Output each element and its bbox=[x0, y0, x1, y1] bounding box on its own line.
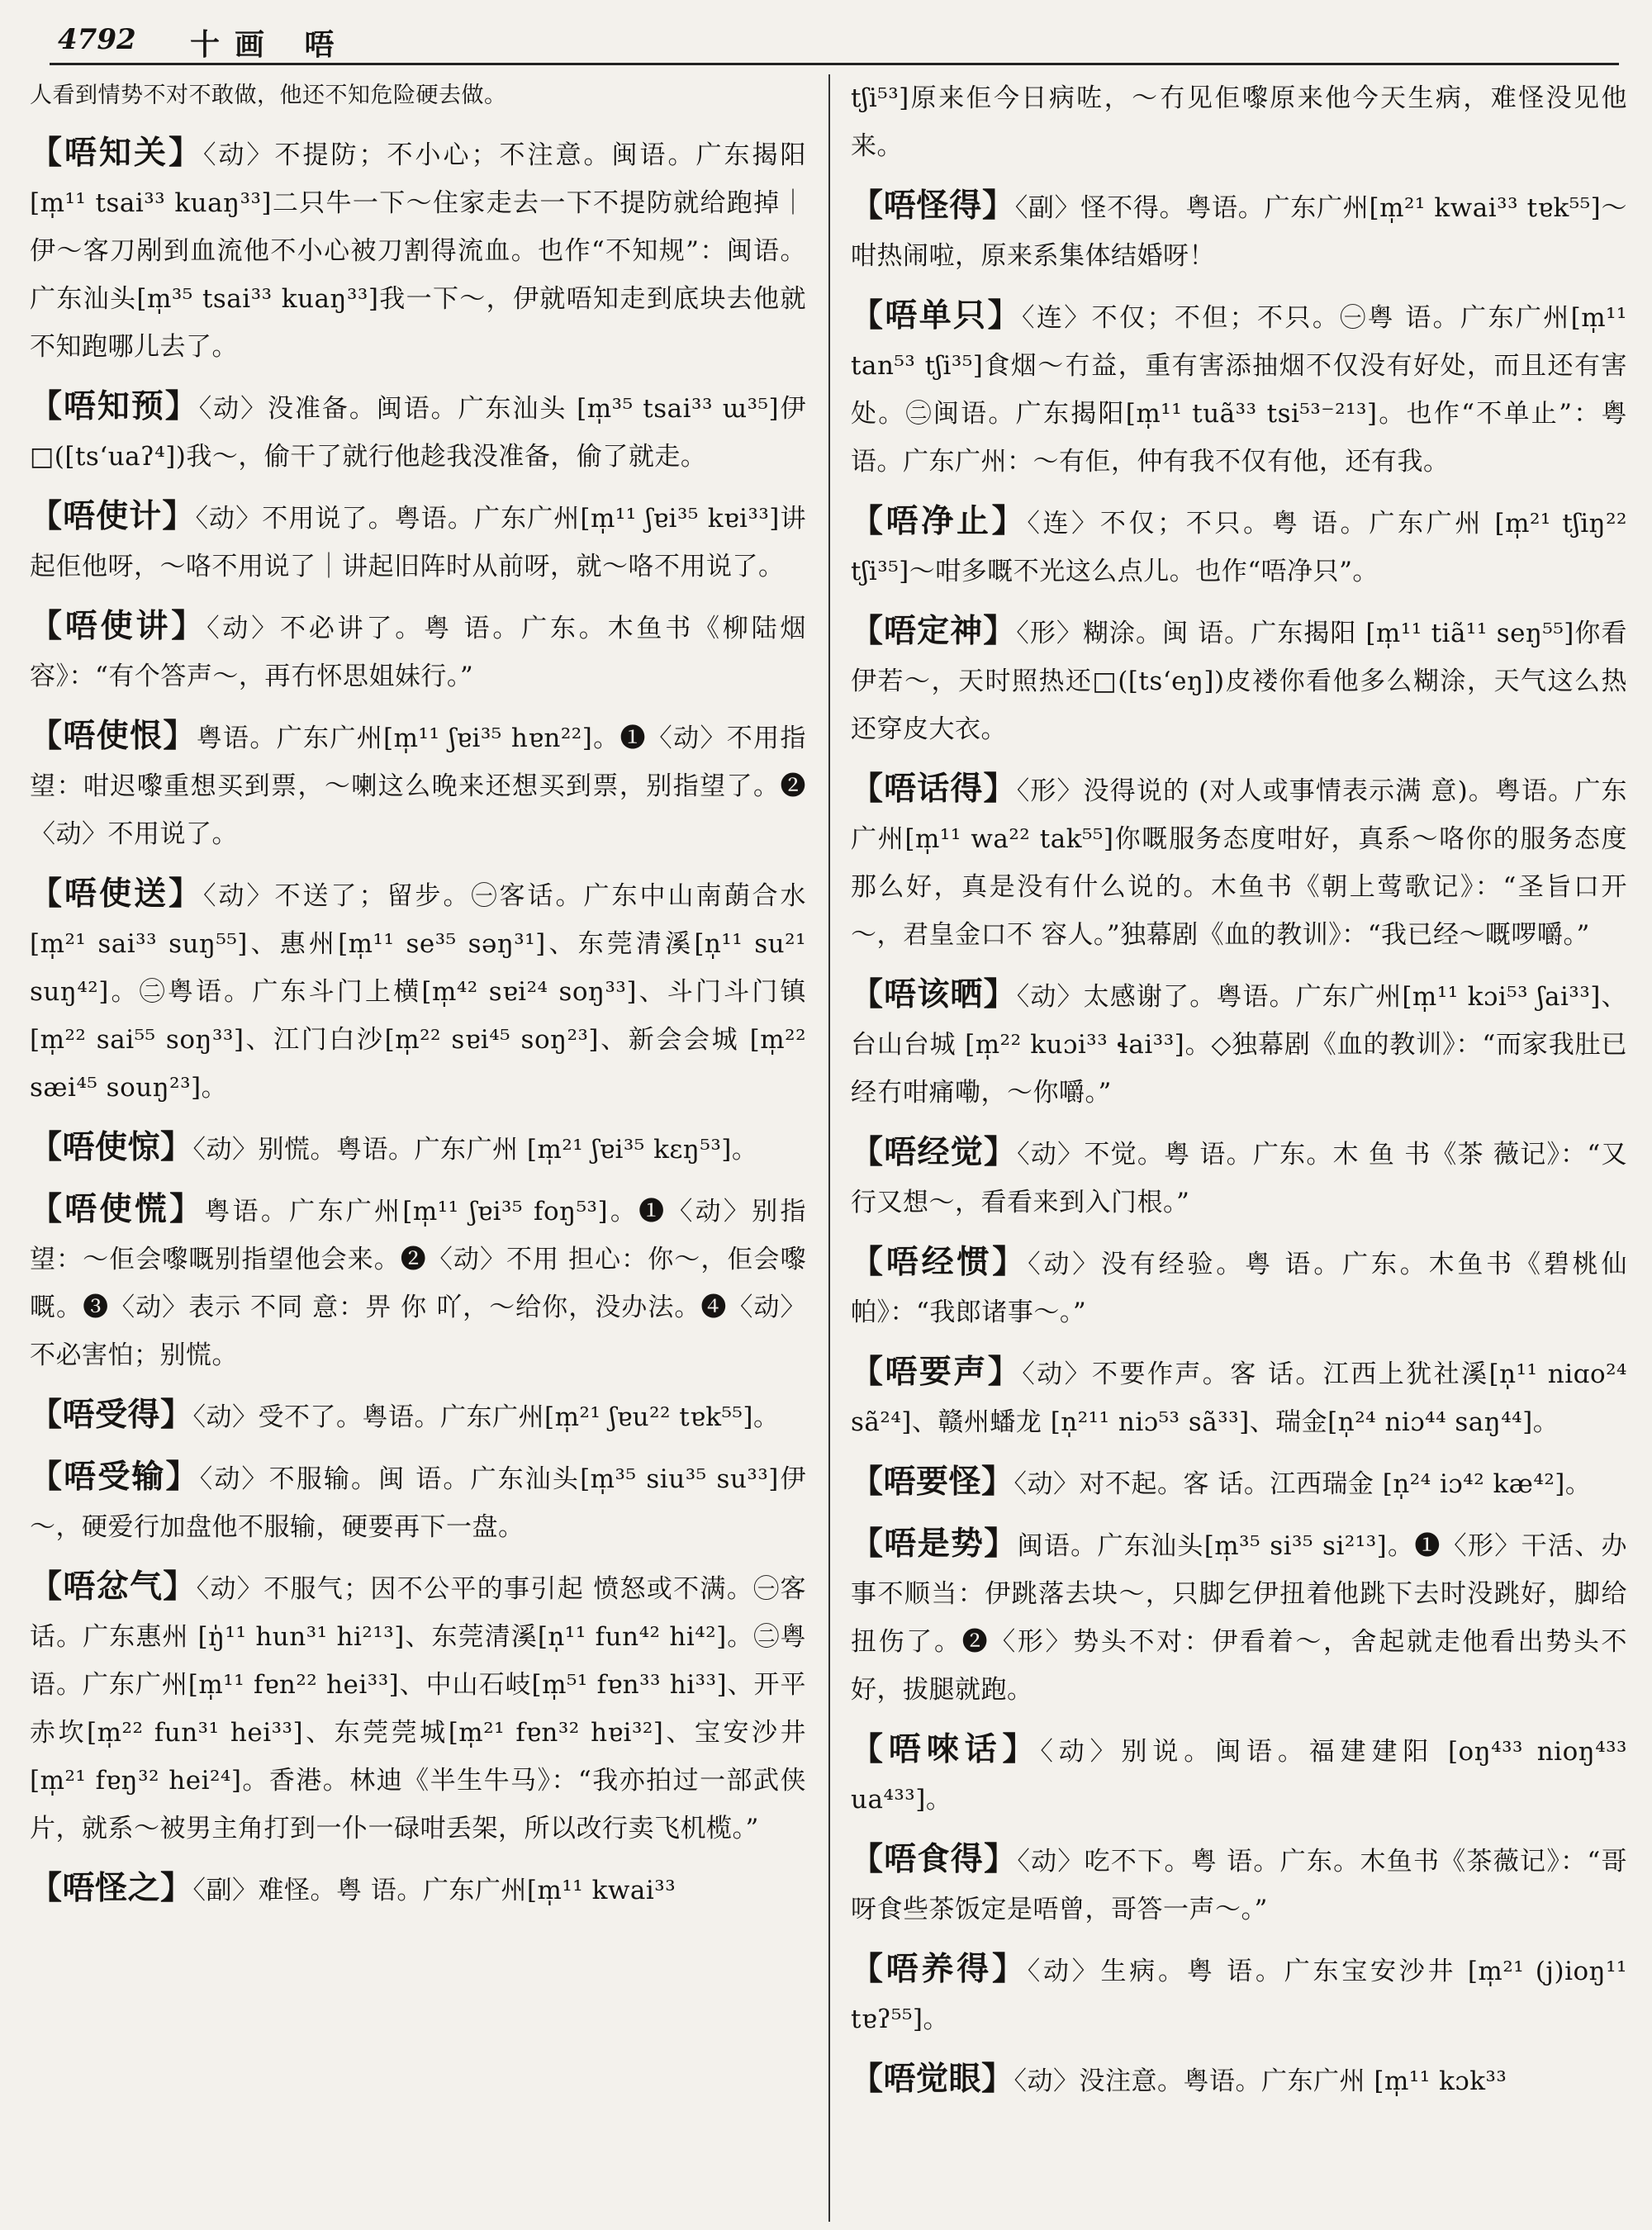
entry-definition: 〈动〉生病。粤 语。广东宝安沙井 [m̩²¹ (j)ioŋ¹¹ tɐʔ⁵⁵]。 bbox=[851, 1957, 1627, 2034]
dictionary-entry bbox=[30, 129, 806, 371]
dictionary-entry bbox=[851, 607, 1627, 753]
entry-headword: 【唔使送】 bbox=[30, 875, 203, 913]
entry-definition: 〈动〉不提防；不小心；不注意。闽语。广东揭阳[m̩¹¹ tsai³³ kuaŋ³³]二只牛一下～住家走去一下不提防就给跑掉｜伊～客刀剐到血流他不小心被刀割得流血。也作“不知规”：闽语。广东汕头[m̩³⁵ tsai³³ kuaŋ³³]我一下～，伊就唔知走到底块去他就不知跑哪儿去了。 bbox=[30, 140, 806, 362]
dictionary-entry bbox=[30, 712, 806, 858]
entry-headword: 【唔知预】 bbox=[30, 387, 199, 425]
entry-definition: 〈动〉不觉。粤 语。广东。木 鱼 书《茶 薇记》：“又行又想～，看看来到入门根。” bbox=[851, 1140, 1627, 1217]
entry-definition: 粤语。广东广州[m̩¹¹ ʃɐi³⁵ hɐn²²]。❶〈动〉不用指望：咁迟嚟重想买到票，～喇这么晚来还想买到票，别指望了。❷〈动〉不用说了。 bbox=[30, 724, 806, 849]
entry-headword: 【唔养得】 bbox=[851, 1950, 1028, 1988]
dictionary-entry bbox=[851, 1945, 1627, 2043]
entry-headword: 【唔该晒】 bbox=[851, 975, 1017, 1013]
entry-headword: 【唔怪之】 bbox=[30, 1869, 193, 1907]
entry-definition: 粤语。广东广州[m̩¹¹ ʃɐi³⁵ foŋ⁵³]。❶〈动〉别指望：～佢会嚟嘅别指望他会来。❷〈动〉不用 担心：你～，佢会嚟嘅。❸〈动〉表示 不同 意：畀 你 吖，～给你，没办法。❹〈动〉不必害怕；别慌。 bbox=[30, 1197, 806, 1370]
dictionary-entry bbox=[851, 182, 1627, 280]
entry-definition: 〈形〉没得说的 (对人或事情表示满 意)。粤语。广东广州[m̩¹¹ wa²² tak⁵⁵]你嘅服务态度咁好，真系～咯你的服务态度那么好，真是没有什么说的。木鱼书《朝上莺歌记》：“圣旨口开～，君皇金口不 容人。”独幕剧《血的教训》：“我已经～嘅啰嚼。” bbox=[851, 776, 1627, 950]
page-number: 4792 bbox=[58, 23, 136, 56]
entry-headword: 【唔要声】 bbox=[851, 1353, 1023, 1391]
entry-definition: 〈动〉别慌。粤语。广东广州 [m̩²¹ ʃɐi³⁵ kɛŋ⁵³]。 bbox=[192, 1135, 758, 1165]
column-divider bbox=[828, 74, 830, 2222]
entry-headword: 【唔使计】 bbox=[30, 497, 196, 535]
dictionary-entry bbox=[851, 2055, 1627, 2105]
dictionary-entry bbox=[851, 1725, 1627, 1824]
entry-headword: 【唔受输】 bbox=[30, 1458, 200, 1496]
dictionary-entry bbox=[30, 870, 806, 1112]
right-column bbox=[851, 74, 1627, 2213]
entry-headword: 【唔知关】 bbox=[30, 134, 203, 172]
entry-headword: 【唔忿气】 bbox=[30, 1568, 197, 1606]
dictionary-entry bbox=[30, 1453, 806, 1551]
entry-headword: 【唔净止】 bbox=[851, 502, 1028, 540]
dictionary-entry bbox=[851, 765, 1627, 959]
entry-continuation: tʃi⁵³]原来佢今日病咗，～冇见佢嚟原来他今天生病，难怪没见他来。 bbox=[851, 83, 1627, 161]
dictionary-entry bbox=[851, 1238, 1627, 1336]
entry-definition: 〈动〉太感谢了。粤语。广东广州[m̩¹¹ kɔi⁵³ ʃai³³]、台山台城 [m̩²² kuɔi³³ ɬai³³]。◇独幕剧《血的教训》：“而家我肚已经冇咁痛嘞，～你嚼。” bbox=[851, 982, 1627, 1108]
entry-headword: 【唔食得】 bbox=[851, 1840, 1018, 1878]
dictionary-entry bbox=[30, 1123, 806, 1174]
entry-definition: 〈动〉没有经验。粤 语。广东。木鱼书《碧桃仙帕》：“我郎诸事～。” bbox=[851, 1250, 1627, 1327]
entry-headword: 【唔使讲】 bbox=[30, 607, 207, 645]
dictionary-entry bbox=[851, 74, 1627, 170]
entry-definition: 〈动〉对不起。客 话。江西瑞金 [n̩²⁴ iɔ⁴² kæ⁴²]。 bbox=[1014, 1469, 1592, 1499]
entry-definition: 〈动〉不必讲了。粤 语。广东。木鱼书《柳陆烟容》：“有个答声～，再冇怀思姐妹行。” bbox=[30, 614, 806, 691]
left-column bbox=[30, 74, 806, 2213]
entry-definition: 〈副〉怪不得。粤语。广东广州[m̩²¹ kwai³³ tɐk⁵⁵]～咁热闹啦，原来系集体结婚呀！ bbox=[851, 193, 1627, 271]
entry-definition: 〈动〉别说。闽语。福建建阳 [oŋ⁴³³ nioŋ⁴³³ ua⁴³³]。 bbox=[851, 1737, 1627, 1815]
dictionary-entry bbox=[851, 1348, 1627, 1446]
entry-definition: 闽语。广东汕头[m̩³⁵ si³⁵ si²¹³]。❶〈形〉干活、办事不顺当：伊跳落去块～，只脚乞伊扭着他跳下去时没跳好，脚给扭伤了。❷〈形〉势头不对：伊看着～，舍起就走他看出势头不好，拔腿就跑。 bbox=[851, 1531, 1627, 1705]
dictionary-entry bbox=[30, 382, 806, 481]
dictionary-entry bbox=[851, 497, 1627, 595]
entry-definition: 〈形〉糊涂。闽 语。广东揭阳 [m̩¹¹ tiã¹¹ seŋ⁵⁵]你看伊若～，天时照热还□([ts‘eŋ])皮褛你看他多么糊涂，天气这么热还穿皮大衣。 bbox=[851, 619, 1627, 744]
entry-continuation: 人看到情势不对不敢做，他还不知危险硬去做。 bbox=[30, 83, 507, 108]
entry-definition: 〈动〉不服气；因不公平的事引起 愤怒或不满。㊀客话。广东惠州 [ŋ̍¹¹ hun³¹ hi²¹³]、东莞清溪[n̩¹¹ fun⁴² hi⁴²]。㊁粤语。广东广州[m̩¹¹ fɐn²² hei³³]、中山石岐[m̩⁵¹ fɐn³³ hi³³]、开平赤坎[m̩²² fun³¹ hei³³]、东莞莞城[m̩²¹ fɐn³² hɐi³²]、宝安沙井[m̩²¹ fɐŋ³² hei²⁴]。香港。林迪《半生牛马》：“我亦拍过一部武侠片，就系～被男主角打到一仆一碌咁丢架，所以改行卖飞机榄。” bbox=[30, 1574, 806, 1843]
dictionary-entry bbox=[851, 1520, 1627, 1714]
entry-definition: 〈动〉不用说了。粤语。广东广州[m̩¹¹ ʃɐi³⁵ kɐi³³]讲起佢他呀，～咯不用说了｜讲起旧阵时从前呀，就～咯不用说了。 bbox=[30, 504, 806, 581]
entry-headword: 【唔使慌】 bbox=[30, 1190, 205, 1228]
entry-headword: 【唔是势】 bbox=[851, 1525, 1018, 1563]
entry-headword: 【唔单只】 bbox=[851, 297, 1022, 334]
dictionary-entry bbox=[30, 1391, 806, 1441]
dictionary-entry bbox=[30, 1185, 806, 1379]
dictionary-entry bbox=[30, 602, 806, 700]
dictionary-entry bbox=[851, 1128, 1627, 1226]
entry-headword: 【唔觉眼】 bbox=[851, 2060, 1014, 2098]
dictionary-entry bbox=[30, 1864, 806, 1914]
header-rule bbox=[50, 63, 1619, 65]
dictionary-entry bbox=[851, 970, 1627, 1117]
entry-definition: 〈动〉不送了；留步。㊀客话。广东中山南蓢合水[m̩²¹ sai³³ suŋ⁵⁵]、惠州[m̩¹¹ se³⁵ səŋ³¹]、东莞清溪[n̩¹¹ su²¹ suŋ⁴²]。㊁粤语。广东斗门上横[m̩⁴² sɐi²⁴ soŋ³³]、斗门斗门镇[m̩²² sai⁵⁵ soŋ³³]、江门白沙[m̩²² sɐi⁴⁵ soŋ²³]、新会会城 [m̩²² sæi⁴⁵ souŋ²³]。 bbox=[30, 881, 806, 1103]
entry-headword: 【唔使恨】 bbox=[30, 717, 197, 755]
entry-definition: 〈连〉不仅；不但；不只。㊀粤 语。广东广州[m̩¹¹ tan⁵³ tʃi³⁵]食烟～冇益，重有害添抽烟不仅没有好处，而且还有害处。㊁闽语。广东揭阳[m̩¹¹ tuã³³ tsi⁵³⁻²¹³]。也作“不单止”：粤语。广东广州：～有佢，仲有我不仅有他，还有我。 bbox=[851, 303, 1627, 477]
dictionary-entry bbox=[30, 1563, 806, 1853]
entry-headword: 【唔定神】 bbox=[851, 612, 1017, 650]
entry-headword: 【唔怪得】 bbox=[851, 187, 1015, 225]
entry-definition: 〈动〉没准备。闽语。广东汕头 [m̩³⁵ tsai³³ ɯ³⁵]伊□([ts‘uaʔ⁴])我～，偷干了就行他趁我没准备，偷了就走。 bbox=[30, 394, 806, 472]
entry-headword: 【唔使惊】 bbox=[30, 1128, 193, 1166]
entry-headword: 【唔唻话】 bbox=[851, 1730, 1041, 1768]
dictionary-entry bbox=[851, 292, 1627, 486]
entry-headword: 【唔经觉】 bbox=[851, 1133, 1018, 1171]
entry-definition: 〈动〉吃不下。粤 语。广东。木鱼书《茶薇记》：“哥呀食些茶饭定是唔曾，哥答一声～。” bbox=[851, 1847, 1627, 1924]
entry-headword: 【唔受得】 bbox=[30, 1396, 193, 1434]
entry-headword: 【唔经惯】 bbox=[851, 1243, 1028, 1281]
entry-headword: 【唔要怪】 bbox=[851, 1463, 1014, 1501]
entry-definition: 〈副〉难怪。粤 语。广东广州[m̩¹¹ kwai³³ bbox=[192, 1876, 676, 1905]
entry-definition: 〈动〉没注意。粤语。广东广州 [m̩¹¹ kɔk³³ bbox=[1014, 2066, 1507, 2096]
entry-definition: 〈连〉不仅；不只。粤 语。广东广州 [m̩²¹ tʃiŋ²² tʃi³⁵]～咁多嘅不光这么点儿。也作“唔净只”。 bbox=[851, 509, 1627, 586]
entry-definition: 〈动〉不服输。闽 语。广东汕头[m̩³⁵ siu³⁵ su³³]伊～，硬爱行加盘他不服输，硬要再下一盘。 bbox=[30, 1464, 806, 1542]
page-header bbox=[33, 12, 1619, 63]
dictionary-entry bbox=[30, 74, 806, 117]
page-section-title: 十画 唔 bbox=[190, 27, 349, 62]
entry-definition: 〈动〉受不了。粤语。广东广州[m̩²¹ ʃɐu²² tɐk⁵⁵]。 bbox=[192, 1402, 780, 1432]
dictionary-entry bbox=[851, 1458, 1627, 1508]
dictionary-entry bbox=[851, 1835, 1627, 1933]
dictionary-entry bbox=[30, 492, 806, 591]
entry-definition: 〈动〉不要作声。客 话。江西上犹社溪[n̩¹¹ niɑo²⁴ sã²⁴]、赣州蟠龙 [n̩²¹¹ niɔ⁵³ sã³³]、瑞金[n̩²⁴ niɔ⁴⁴ saŋ⁴⁴]。 bbox=[851, 1359, 1627, 1437]
entry-headword: 【唔话得】 bbox=[851, 770, 1017, 808]
